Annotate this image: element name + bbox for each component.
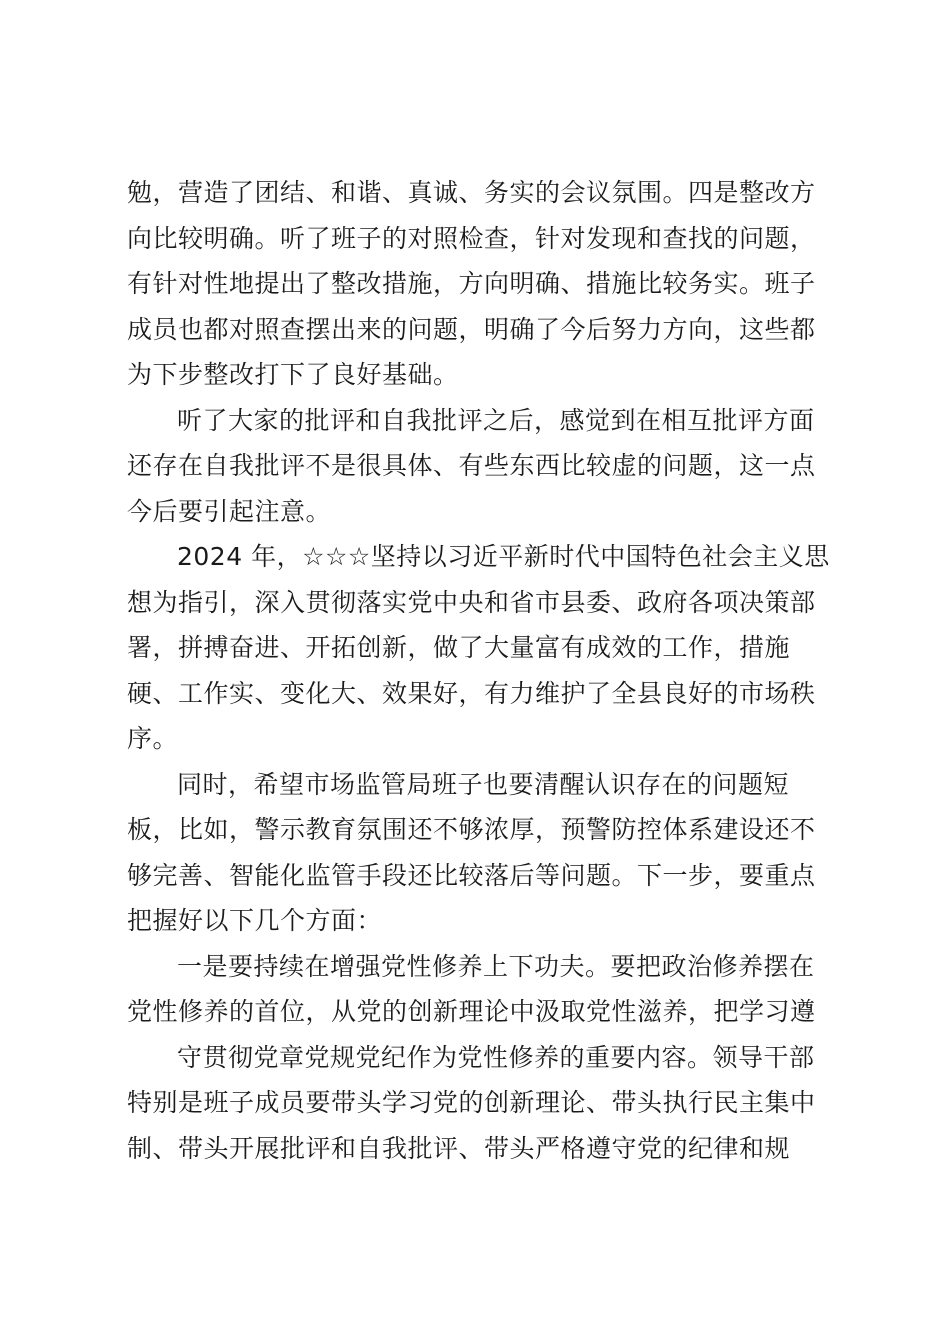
paragraph <box>127 534 830 762</box>
text-line: 2024 年，☆☆☆坚持以习近平新时代中国特色社会主义思 <box>177 542 830 571</box>
text-line: 同时，希望市场监管局班子也要清醒认识存在的问题短 <box>177 769 790 799</box>
text-line: 序。 <box>127 724 179 753</box>
text-line: 向比较明确。听了班子的对照检查，针对发现和查找的问题， <box>127 223 816 253</box>
text-line: 成员也都对照查摆出来的问题，明确了今后努力方向，这些都 <box>127 314 816 344</box>
text-line: 有针对性地提出了整改措施，方向明确、措施比较务实。班子 <box>127 269 816 298</box>
text-line: 为下步整改打下了良好基础。 <box>127 360 459 389</box>
text-line: 硬、工作实、变化大、效果好，有力维护了全县良好的市场秩 <box>127 678 816 708</box>
text-line: 板，比如，警示教育氛围还不够浓厚，预警防控体系建设还不 <box>127 815 816 844</box>
text-line: 够完善、智能化监管手段还比较落后等问题。下一步，要重点 <box>127 860 816 890</box>
text-line: 今后要引起注意。 <box>127 496 332 526</box>
document-body <box>127 170 830 1171</box>
paragraph <box>127 170 827 398</box>
text-line: 党性修养的首位，从党的创新理论中汲取党性滋养，把学习遵 <box>127 997 816 1026</box>
text-line: 制、带头开展批评和自我批评、带头严格遵守党的纪律和规 <box>127 1133 791 1163</box>
text-line: 特别是班子成员要带头学习党的创新理论、带头执行民主集中 <box>127 1088 816 1117</box>
paragraph <box>127 1035 827 1172</box>
text-line: 还存在自我批评不是很具体、有些东西比较虚的问题，这一点 <box>127 451 816 480</box>
paragraph <box>127 944 827 1035</box>
text-line: 勉，营造了团结、和谐、真诚、务实的会议氛围。四是整改方 <box>127 178 816 207</box>
text-line: 署，拼搏奋进、开拓创新，做了大量富有成效的工作，措施 <box>127 633 791 662</box>
text-line: 一是要持续在增强党性修养上下功夫。要把政治修养摆在 <box>177 951 815 981</box>
text-line: 想为指引，深入贯彻落实党中央和省市县委、政府各项决策部 <box>127 587 816 617</box>
text-line: 把握好以下几个方面： <box>127 906 383 935</box>
paragraph <box>127 762 827 944</box>
text-line: 守贯彻党章党规党纪作为党性修养的重要内容。领导干部 <box>177 1042 815 1072</box>
text-line: 听了大家的批评和自我批评之后，感觉到在相互批评方面 <box>177 405 815 435</box>
paragraph <box>127 398 827 535</box>
